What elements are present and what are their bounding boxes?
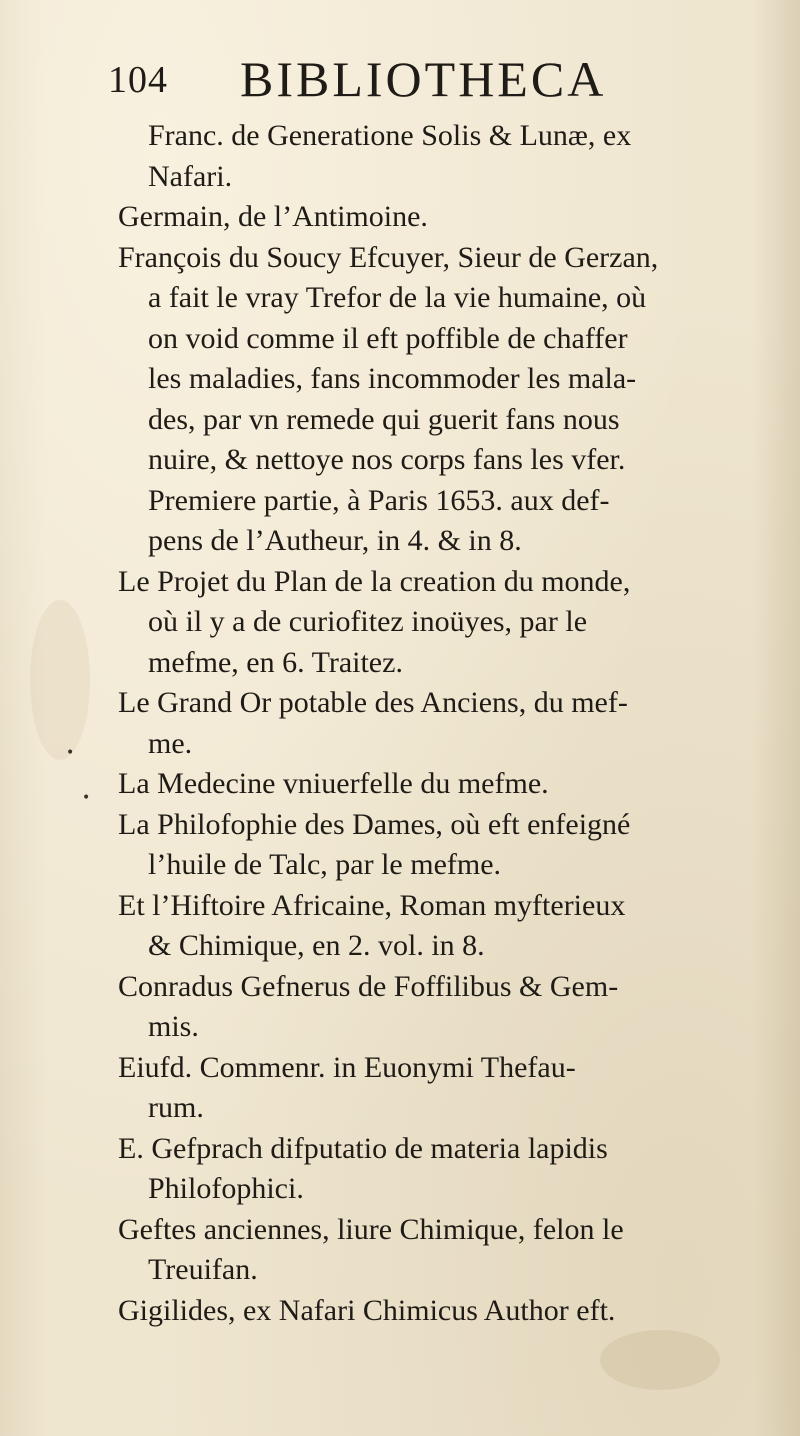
entry-line: Geftes anciennes, liure Chimique, felon le (118, 1212, 624, 1246)
page-header (108, 48, 728, 108)
catalog-entry (118, 116, 758, 197)
entry-line: François du Soucy Efcuyer, Sieur de Gerzan, (118, 240, 659, 274)
catalog-entry (118, 1291, 758, 1332)
entry-line: Nafari. (148, 159, 233, 193)
entry-line: Gigilides, ex Nafari Chimicus Author eft. (118, 1293, 616, 1327)
paper-stain (600, 1330, 720, 1390)
entry-line: rum. (148, 1091, 204, 1124)
entry-line: Premiere partie, à Paris 1653. aux def- (148, 483, 610, 517)
page-number: 104 (108, 59, 168, 101)
catalog-entry (118, 1210, 758, 1291)
entry-line: les maladies, fans incommoder les mala- (148, 362, 637, 395)
entry-line: a fait le vray Trefor de la vie humaine, où (148, 281, 647, 314)
entry-line: Et l’Hiftoire Africaine, Roman myfterieux (118, 888, 626, 922)
catalog-entry (118, 886, 758, 967)
entry-line: on void comme il eft poffible de chaffer (148, 321, 628, 355)
catalog-entry (118, 1048, 758, 1129)
entry-line: Germain, de l’Antimoine. (118, 200, 428, 233)
catalog-entry (118, 805, 758, 886)
entry-line: E. Gefprach difputatio de materia lapidis (118, 1131, 608, 1165)
entry-line: où il y a de curiofitez inoüyes, par le (148, 605, 588, 638)
catalog-entries (118, 116, 758, 1331)
catalog-entry (118, 562, 758, 684)
entry-line: & Chimique, en 2. vol. in 8. (148, 929, 485, 962)
entry-line: Treuifan. (148, 1253, 258, 1286)
entry-line: pens de l’Autheur, in 4. & in 8. (148, 524, 522, 557)
entry-line: l’huile de Talc, par le mefme. (148, 848, 502, 881)
catalog-entry (118, 197, 758, 238)
paper-stain (30, 600, 90, 760)
entry-line: Philofophici. (148, 1172, 304, 1205)
entry-line: des, par vn remede qui guerit fans nous (148, 402, 620, 436)
entry-line: Franc. de Generatione Solis & Lunæ, ex (148, 119, 632, 152)
entry-line: nuire, & nettoye nos corps fans les vfer. (148, 443, 626, 476)
running-title: BIBLIOTHECA (240, 51, 607, 107)
entry-line: Conradus Gefnerus de Foffilibus & Gem- (118, 969, 619, 1003)
entry-line: Le Grand Or potable des Anciens, du mef- (118, 686, 628, 719)
entry-line: mefme, en 6. Traitez. (148, 645, 403, 679)
catalog-entry (118, 683, 758, 764)
catalog-entry (118, 764, 758, 805)
entry-line: Le Projet du Plan de la creation du monde, (118, 564, 631, 598)
entry-line: mis. (148, 1010, 199, 1043)
margin-dot: • (66, 745, 75, 761)
entry-line: La Medecine vniuerfelle du mefme. (118, 767, 549, 800)
margin-dot: • (82, 790, 91, 806)
catalog-entry (118, 1129, 758, 1210)
entry-line: me. (148, 726, 193, 760)
entry-line: Eiufd. Commenr. in Euonymi Thefau- (118, 1050, 576, 1084)
entry-line: La Philofophie des Dames, où eft enfeigné (118, 807, 631, 841)
catalog-entry (118, 967, 758, 1048)
catalog-entry (118, 238, 758, 562)
